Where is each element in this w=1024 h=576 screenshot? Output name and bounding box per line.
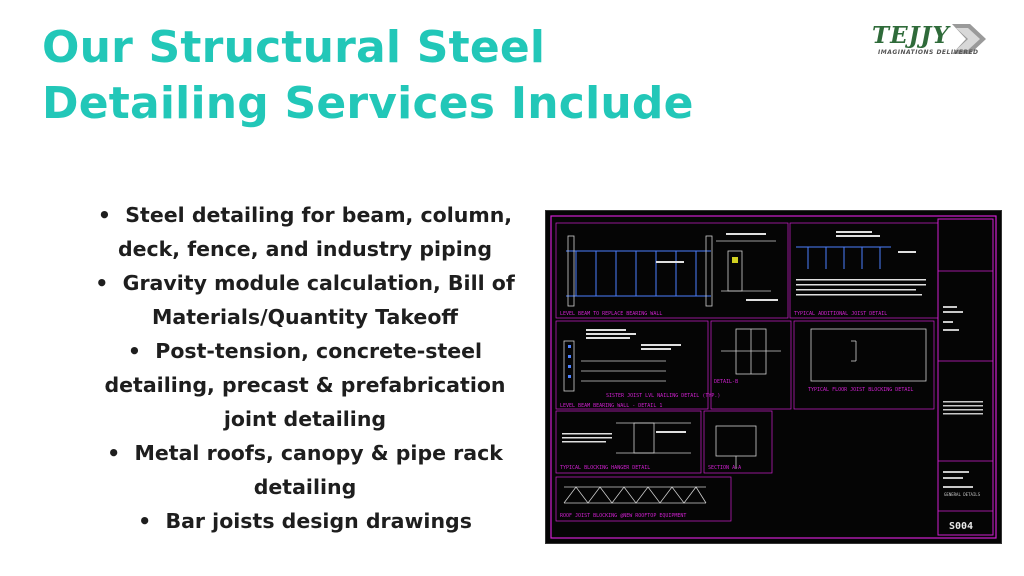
services-list	[60, 198, 550, 538]
detail-label-5: TYPICAL FLOOR JOIST BLOCKING DETAIL	[808, 387, 914, 393]
service-item-4: • Metal roofs, canopy & pipe rack detailing	[60, 436, 550, 504]
cad-drawing-image	[545, 210, 1002, 544]
service-item-1: • Steel detailing for beam, column, deck, fence, and industry piping	[60, 198, 550, 266]
detail-label-6: LEVEL BEAM BEARING WALL - DETAIL 1	[560, 403, 663, 409]
detail-label-2: TYPICAL ADDITIONAL JOIST DETAIL	[794, 311, 888, 317]
company-logo	[870, 22, 990, 64]
title-line-2: Detailing Services Include	[42, 78, 694, 129]
detail-label-1: LEVEL BEAM TO REPLACE BEARING WALL	[560, 311, 663, 317]
service-item-5: • Bar joists design drawings	[60, 504, 550, 538]
detail-label-9: ROOF JOIST BLOCKING @NEW ROOFTOP EQUIPMENT	[560, 513, 687, 519]
sheet-number: S004	[949, 521, 974, 532]
slide-title	[42, 20, 762, 132]
title-line-1: Our Structural Steel	[42, 22, 546, 73]
sheet-title: GENERAL DETAILS	[944, 492, 981, 497]
detail-label-8: SECTION A-A	[708, 465, 742, 471]
logo-name: TEJJY	[872, 22, 950, 49]
service-item-3: • Post-tension, concrete-steel detailing, precast & prefabrication joint detailing	[60, 334, 550, 436]
logo-tagline: IMAGINATIONS DELIVERED	[878, 49, 979, 56]
detail-label-3: SISTER JOIST LVL NAILING DETAIL (TYP.)	[606, 393, 721, 399]
service-item-2: • Gravity module calculation, Bill of Materials/Quantity Takeoff	[60, 266, 550, 334]
detail-label-4: DETAIL-B	[714, 379, 739, 385]
detail-label-7: TYPICAL BLOCKING HANGER DETAIL	[560, 465, 651, 471]
